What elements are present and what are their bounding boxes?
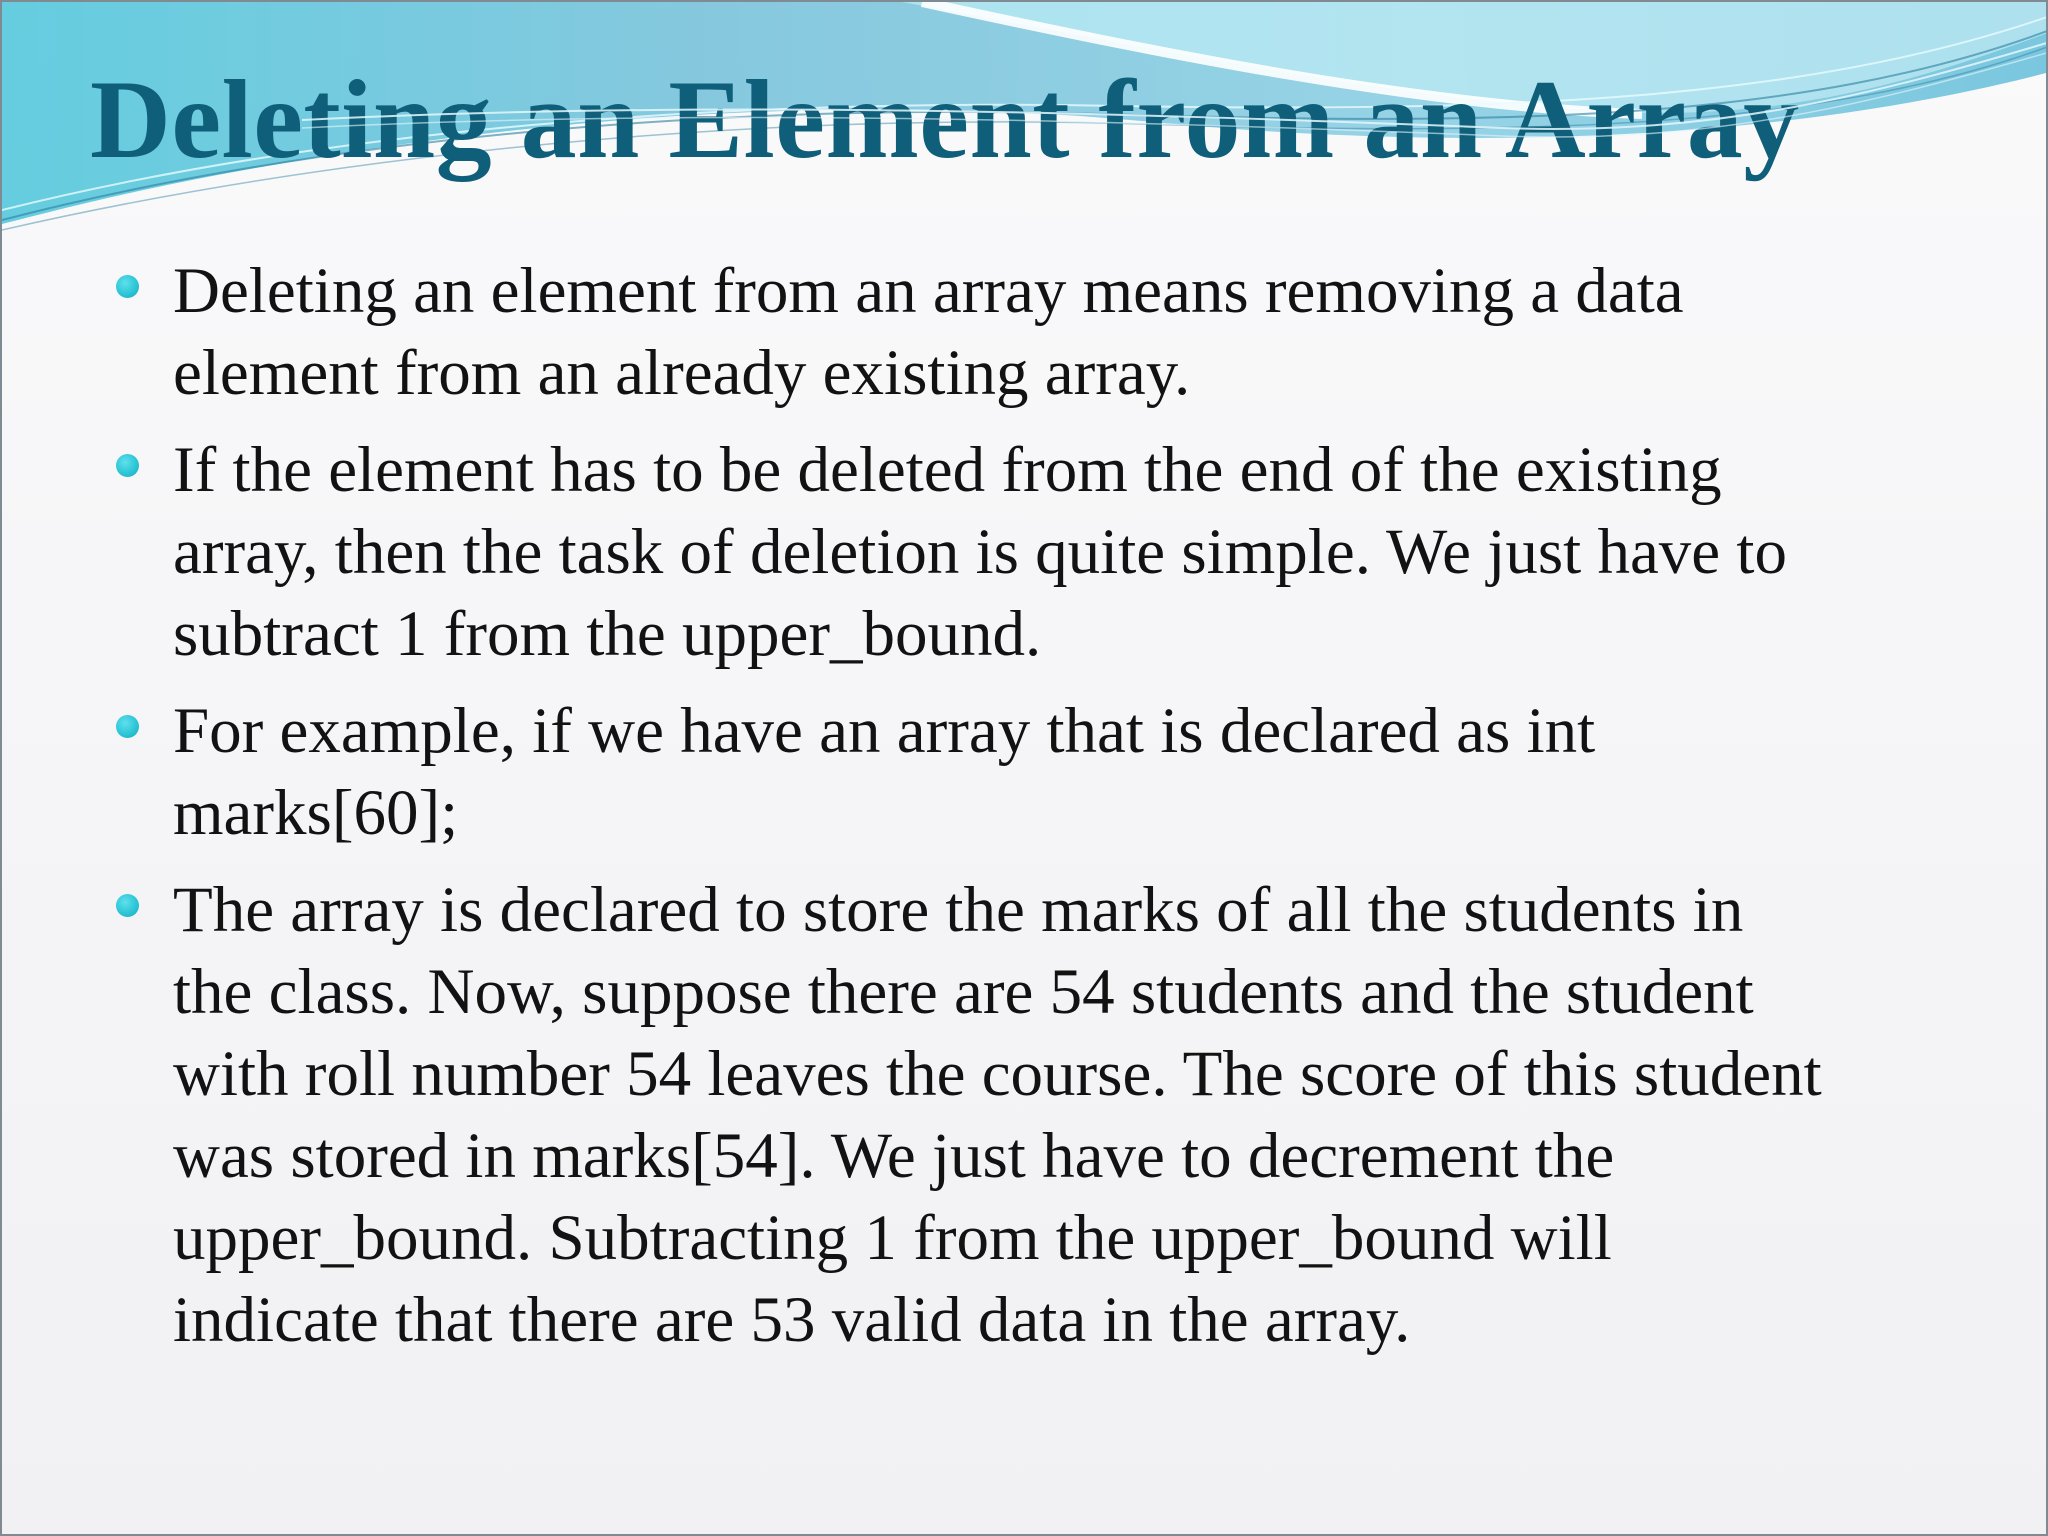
bullet-text-line: subtract 1 from the upper_bound. [173,598,1042,670]
bullet-text-line: The array is declared to store the marks of all the students in [173,874,1744,946]
bullet-item [114,429,1954,675]
bullet-item [114,250,1954,414]
bullet-text-line: element from an already existing array. [173,337,1191,409]
bullet-text-line: was stored in marks[54]. We just have to decrement the [173,1120,1615,1192]
bullet-text-line: indicate that there are 53 valid data in the array. [173,1284,1411,1356]
bullet-dot-icon [116,275,139,298]
bullet-text-line: marks[60]; [173,777,459,849]
bullet-text-line: For example, if we have an array that is declared as int [173,695,1596,767]
bullet-text-line: the class. Now, suppose there are 54 students and the student [173,956,1754,1028]
bullet-text-line: with roll number 54 leaves the course. The score of this student [173,1038,1822,1110]
bullet-text-line: Deleting an element from an array means removing a data [173,255,1684,327]
bullet-list [114,250,1954,1376]
bullet-text-line: upper_bound. Subtracting 1 from the upper_bound will [173,1202,1612,1274]
bullet-dot-icon [116,894,139,917]
bullet-item [114,869,1954,1361]
slide-title: Deleting an Element from an Array [90,58,1800,182]
bullet-text-line: array, then the task of deletion is quite simple. We just have to [173,516,1787,588]
bullet-dot-icon [116,454,139,477]
bullet-item [114,690,1954,854]
bullet-text-line: If the element has to be deleted from the end of the existing [173,434,1722,506]
bullet-dot-icon [116,715,139,738]
